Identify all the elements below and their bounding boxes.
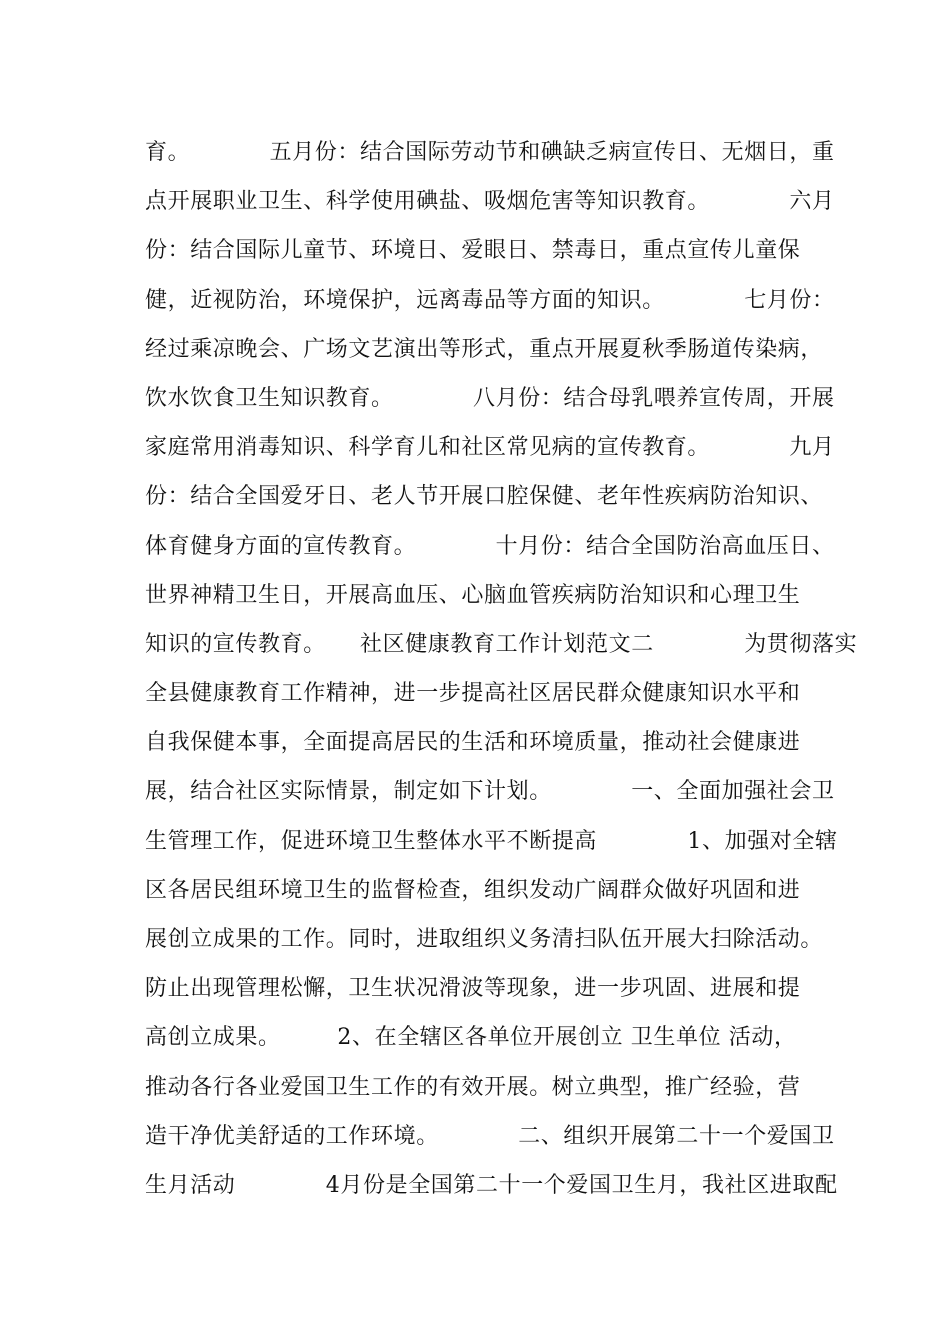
text-line: 健，近视防治，环境保护，远离毒品等方面的知识。 七月份： xyxy=(145,287,835,313)
text-line: 世界神精卫生日，开展高血压、心脑血管疾病防治知识和心理卫生 xyxy=(145,582,801,608)
text-line: 高创立成果。 2、在全辖区各单位开展创立 卫生单位 活动， xyxy=(145,1025,797,1051)
text-line: 防止出现管理松懈，卫生状况滑波等现象，进一步巩固、进展和提 xyxy=(145,976,801,1002)
text-line: 展创立成果的工作。同时，进取组织义务清扫队伍开展大扫除活动。 xyxy=(145,927,824,952)
text-line: 育。 五月份：结合国际劳动节和碘缺乏病宣传日、无烟日，重 xyxy=(145,140,835,165)
text-line: 全县健康教育工作精神，进一步提高社区居民群众健康知识水平和 xyxy=(145,681,801,707)
text-line: 展，结合社区实际情景，制定如下计划。 一、全面加强社会卫 xyxy=(145,779,835,805)
text-line: 知识的宣传教育。 社区健康教育工作计划范文二 为贯彻落实 xyxy=(145,631,858,657)
text-line: 区各居民组环境卫生的监督检查，组织发动广阔群众做好巩固和进 xyxy=(145,877,801,903)
text-line: 生管理工作，促进环境卫生整体水平不断提高 1、加强对全辖 xyxy=(145,828,838,854)
text-line: 自我保健本事，全面提高居民的生活和环境质量，推动社会健康进 xyxy=(145,730,801,756)
text-line: 饮水饮食卫生知识教育。 八月份：结合母乳喂养宣传周，开展 xyxy=(145,385,835,411)
text-line: 份：结合国际儿童节、环境日、爱眼日、禁毒日，重点宣传儿童保 xyxy=(145,238,801,264)
text-line: 推动各行各业爱国卫生工作的有效开展。树立典型，推广经验，营 xyxy=(145,1074,801,1100)
text-line: 经过乘凉晚会、广场文艺演出等形式，重点开展夏秋季肠道传染病， xyxy=(145,336,824,362)
text-line: 体育健身方面的宣传教育。 十月份：结合全国防治高血压日、 xyxy=(145,533,835,559)
text-line: 家庭常用消毒知识、科学育儿和社区常见病的宣传教育。 九月 xyxy=(145,435,835,461)
text-line: 造干净优美舒适的工作环境。 二、组织开展第二十一个爱国卫 xyxy=(145,1123,835,1149)
text-line: 生月活动 4月份是全国第二十一个爱国卫生月，我社区进取配 xyxy=(145,1172,838,1198)
body-text xyxy=(145,128,858,1210)
text-line: 点开展职业卫生、科学使用碘盐、吸烟危害等知识教育。 六月 xyxy=(145,189,835,215)
text-line: 份：结合全国爱牙日、老人节开展口腔保健、老年性疾病防治知识、 xyxy=(145,484,824,510)
